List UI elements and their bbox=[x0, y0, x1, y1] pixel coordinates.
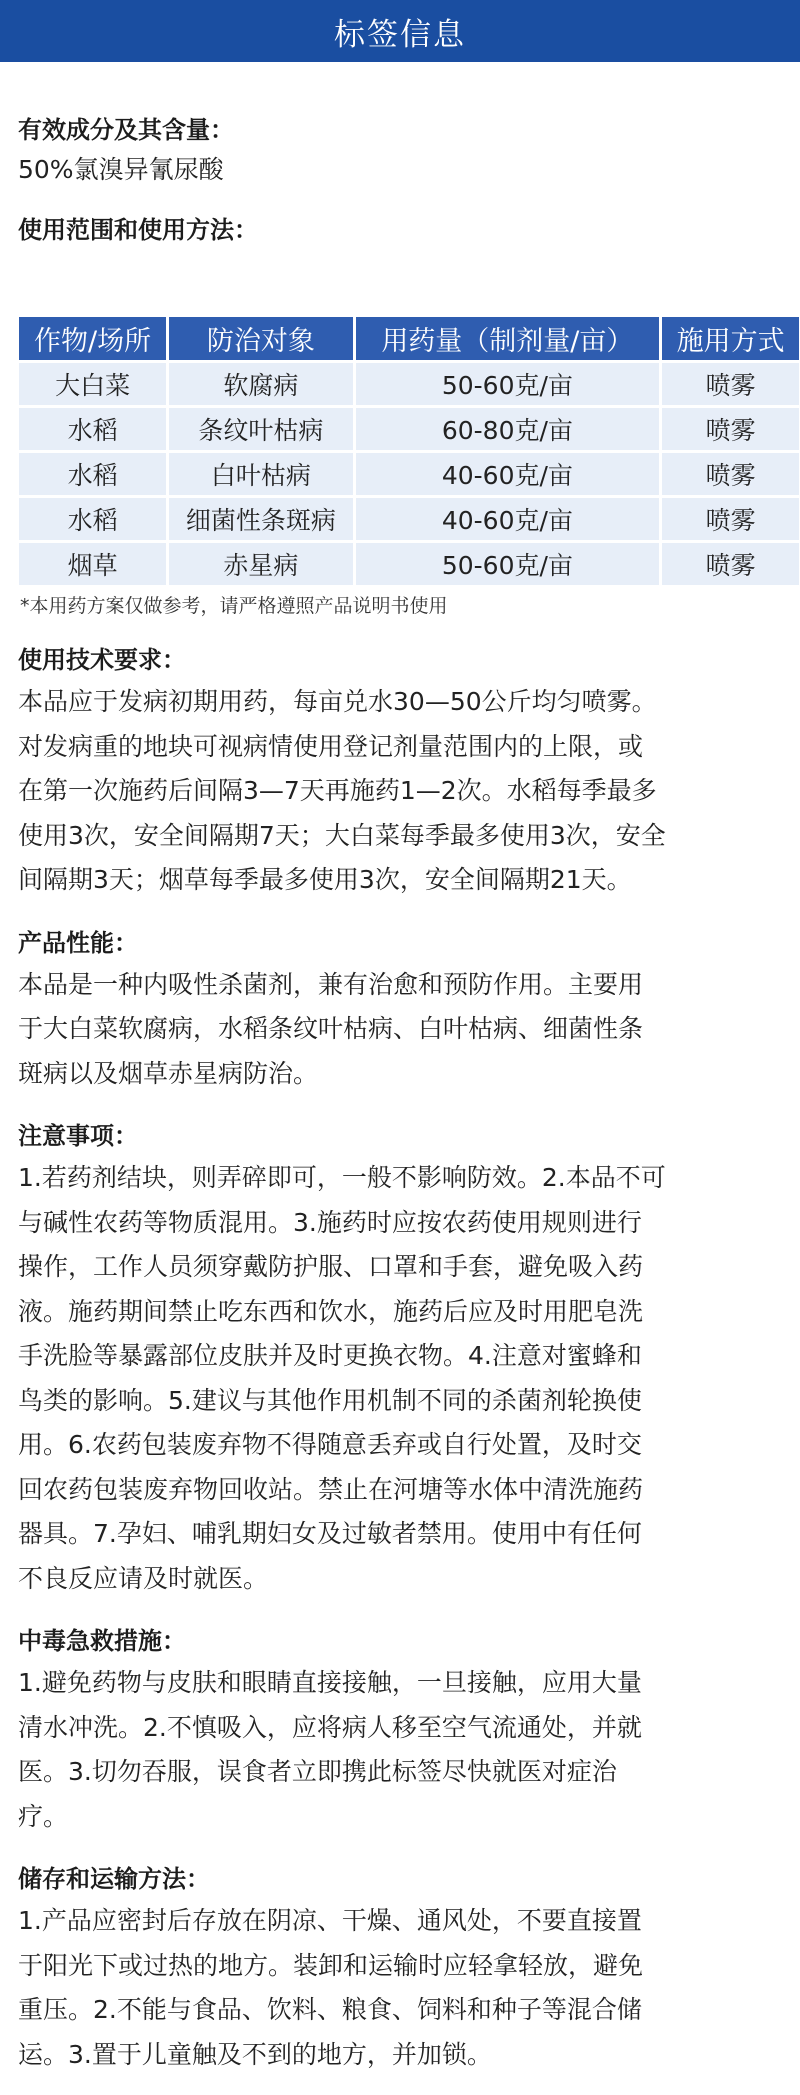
cautions-line: 与碱性农药等物质混用。3.施药时应按农药使用规则进行 bbox=[18, 1207, 642, 1237]
table-cell-dosage: 40-60克/亩 bbox=[356, 498, 660, 540]
page-header bbox=[0, 0, 800, 62]
table-header-target: 防治对象 bbox=[169, 317, 352, 360]
ingredient-section bbox=[18, 62, 780, 190]
ingredient-value: 50%氯溴异氰尿酸 bbox=[18, 155, 224, 184]
cautions-line: 不良反应请及时就医。 bbox=[18, 1563, 269, 1593]
cautions-line: 操作，工作人员须穿戴防护服、口罩和手套，避免吸入药 bbox=[18, 1252, 644, 1281]
page-title: 标签信息 bbox=[334, 16, 466, 53]
table-header-method: 施用方式 bbox=[662, 317, 799, 360]
cautions-line: 鸟类的影响。5.建议与其他作用机制不同的杀菌剂轮换使 bbox=[18, 1385, 642, 1415]
tech-line: 间隔期3天；烟草每季最多使用3次，安全间隔期21天。 bbox=[18, 865, 632, 894]
cautions-line: 液。施药期间禁止吃东西和饮水，施药后应及时用肥皂洗 bbox=[18, 1296, 644, 1326]
table-row bbox=[19, 453, 799, 495]
tech-line: 本品应于发病初期用药，每亩兑水30—50公斤均匀喷雾。 bbox=[18, 687, 657, 716]
storage-line: 运。3.置于儿童触及不到的地方，并加锁。 bbox=[18, 2039, 492, 2069]
cautions-line: 手洗脸等暴露部位皮肤并及时更换衣物。4.注意对蜜蜂和 bbox=[18, 1341, 642, 1370]
tech-line: 对发病重的地块可视病情使用登记剂量范围内的上限，或 bbox=[18, 731, 644, 761]
table-header-crop: 作物/场所 bbox=[19, 317, 166, 360]
table-header-row bbox=[19, 317, 799, 360]
table-cell-crop: 烟草 bbox=[19, 543, 166, 585]
table-row bbox=[19, 363, 799, 405]
storage-section bbox=[18, 1861, 780, 2077]
table-row bbox=[19, 498, 799, 540]
performance-line: 于大白菜软腐病，水稻条纹叶枯病、白叶枯病、细菌性条 bbox=[18, 1014, 644, 1043]
table-row bbox=[19, 543, 799, 585]
performance-line: 本品是一种内吸性杀菌剂，兼有治愈和预防作用。主要用 bbox=[18, 969, 644, 999]
cautions-line: 用。6.农药包装废弃物不得随意丢弃或自行处置，及时交 bbox=[18, 1430, 642, 1459]
firstaid-line: 清水冲洗。2.不慎吸入，应将病人移至空气流通处，并就 bbox=[18, 1712, 642, 1742]
cautions-line: 回农药包装废弃物回收站。禁止在河塘等水体中清洗施药 bbox=[18, 1474, 644, 1504]
table-cell-target: 赤星病 bbox=[169, 543, 352, 585]
table-cell-method: 喷雾 bbox=[662, 453, 799, 495]
ingredient-title: 有效成分及其含量： bbox=[18, 116, 234, 144]
dosage-table bbox=[16, 314, 800, 588]
firstaid-section bbox=[18, 1623, 780, 1839]
tech-section bbox=[18, 642, 780, 903]
storage-line: 重压。2.不能与食品、饮料、粮食、饲料和种子等混合储 bbox=[18, 1995, 642, 2024]
cautions-line: 器具。7.孕妇、哺乳期妇女及过敏者禁用。使用中有任何 bbox=[18, 1519, 642, 1548]
usage-title: 使用范围和使用方法： bbox=[18, 216, 258, 244]
table-cell-method: 喷雾 bbox=[662, 408, 799, 450]
table-cell-crop: 水稻 bbox=[19, 453, 166, 495]
table-cell-target: 软腐病 bbox=[169, 363, 352, 405]
table-note: *本用药方案仅做参考，请严格遵照产品说明书使用 bbox=[20, 595, 448, 617]
table-cell-dosage: 50-60克/亩 bbox=[356, 363, 660, 405]
firstaid-title: 中毒急救措施： bbox=[18, 1627, 186, 1655]
label-content bbox=[0, 62, 800, 2077]
table-cell-dosage: 50-60克/亩 bbox=[356, 543, 660, 585]
firstaid-line: 医。3.切勿吞服，误食者立即携此标签尽快就医对症治 bbox=[18, 1757, 617, 1786]
table-cell-method: 喷雾 bbox=[662, 498, 799, 540]
table-cell-crop: 水稻 bbox=[19, 498, 166, 540]
storage-title: 储存和运输方法： bbox=[18, 1865, 210, 1893]
usage-section bbox=[18, 212, 780, 248]
table-cell-target: 条纹叶枯病 bbox=[169, 408, 352, 450]
tech-line: 使用3次，安全间隔期7天；大白菜每季最多使用3次，安全 bbox=[18, 820, 666, 850]
cautions-section bbox=[18, 1118, 780, 1601]
performance-section bbox=[18, 925, 780, 1097]
tech-title: 使用技术要求： bbox=[18, 646, 186, 674]
table-cell-crop: 水稻 bbox=[19, 408, 166, 450]
storage-line: 1.产品应密封后存放在阴凉、干燥、通风处，不要直接置 bbox=[18, 1906, 642, 1935]
table-cell-target: 细菌性条斑病 bbox=[169, 498, 352, 540]
table-header-dosage: 用药量（制剂量/亩） bbox=[356, 317, 660, 360]
cautions-title: 注意事项： bbox=[18, 1122, 138, 1150]
performance-title: 产品性能： bbox=[18, 928, 138, 957]
tech-line: 在第一次施药后间隔3—7天再施药1—2次。水稻每季最多 bbox=[18, 776, 657, 805]
table-cell-dosage: 60-80克/亩 bbox=[356, 408, 660, 450]
table-cell-method: 喷雾 bbox=[662, 543, 799, 585]
table-cell-crop: 大白菜 bbox=[19, 363, 166, 405]
storage-line: 于阳光下或过热的地方。装卸和运输时应轻拿轻放，避免 bbox=[18, 1950, 644, 1980]
firstaid-line: 1.避免药物与皮肤和眼睛直接接触，一旦接触，应用大量 bbox=[18, 1668, 642, 1697]
cautions-line: 1.若药剂结块，则弄碎即可，一般不影响防效。2.本品不可 bbox=[18, 1163, 666, 1192]
firstaid-line: 疗。 bbox=[18, 1801, 69, 1831]
table-cell-method: 喷雾 bbox=[662, 363, 799, 405]
table-cell-dosage: 40-60克/亩 bbox=[356, 453, 660, 495]
performance-line: 斑病以及烟草赤星病防治。 bbox=[18, 1058, 319, 1088]
table-cell-target: 白叶枯病 bbox=[169, 453, 352, 495]
dosage-table-wrap bbox=[18, 314, 785, 620]
table-row bbox=[19, 408, 799, 450]
